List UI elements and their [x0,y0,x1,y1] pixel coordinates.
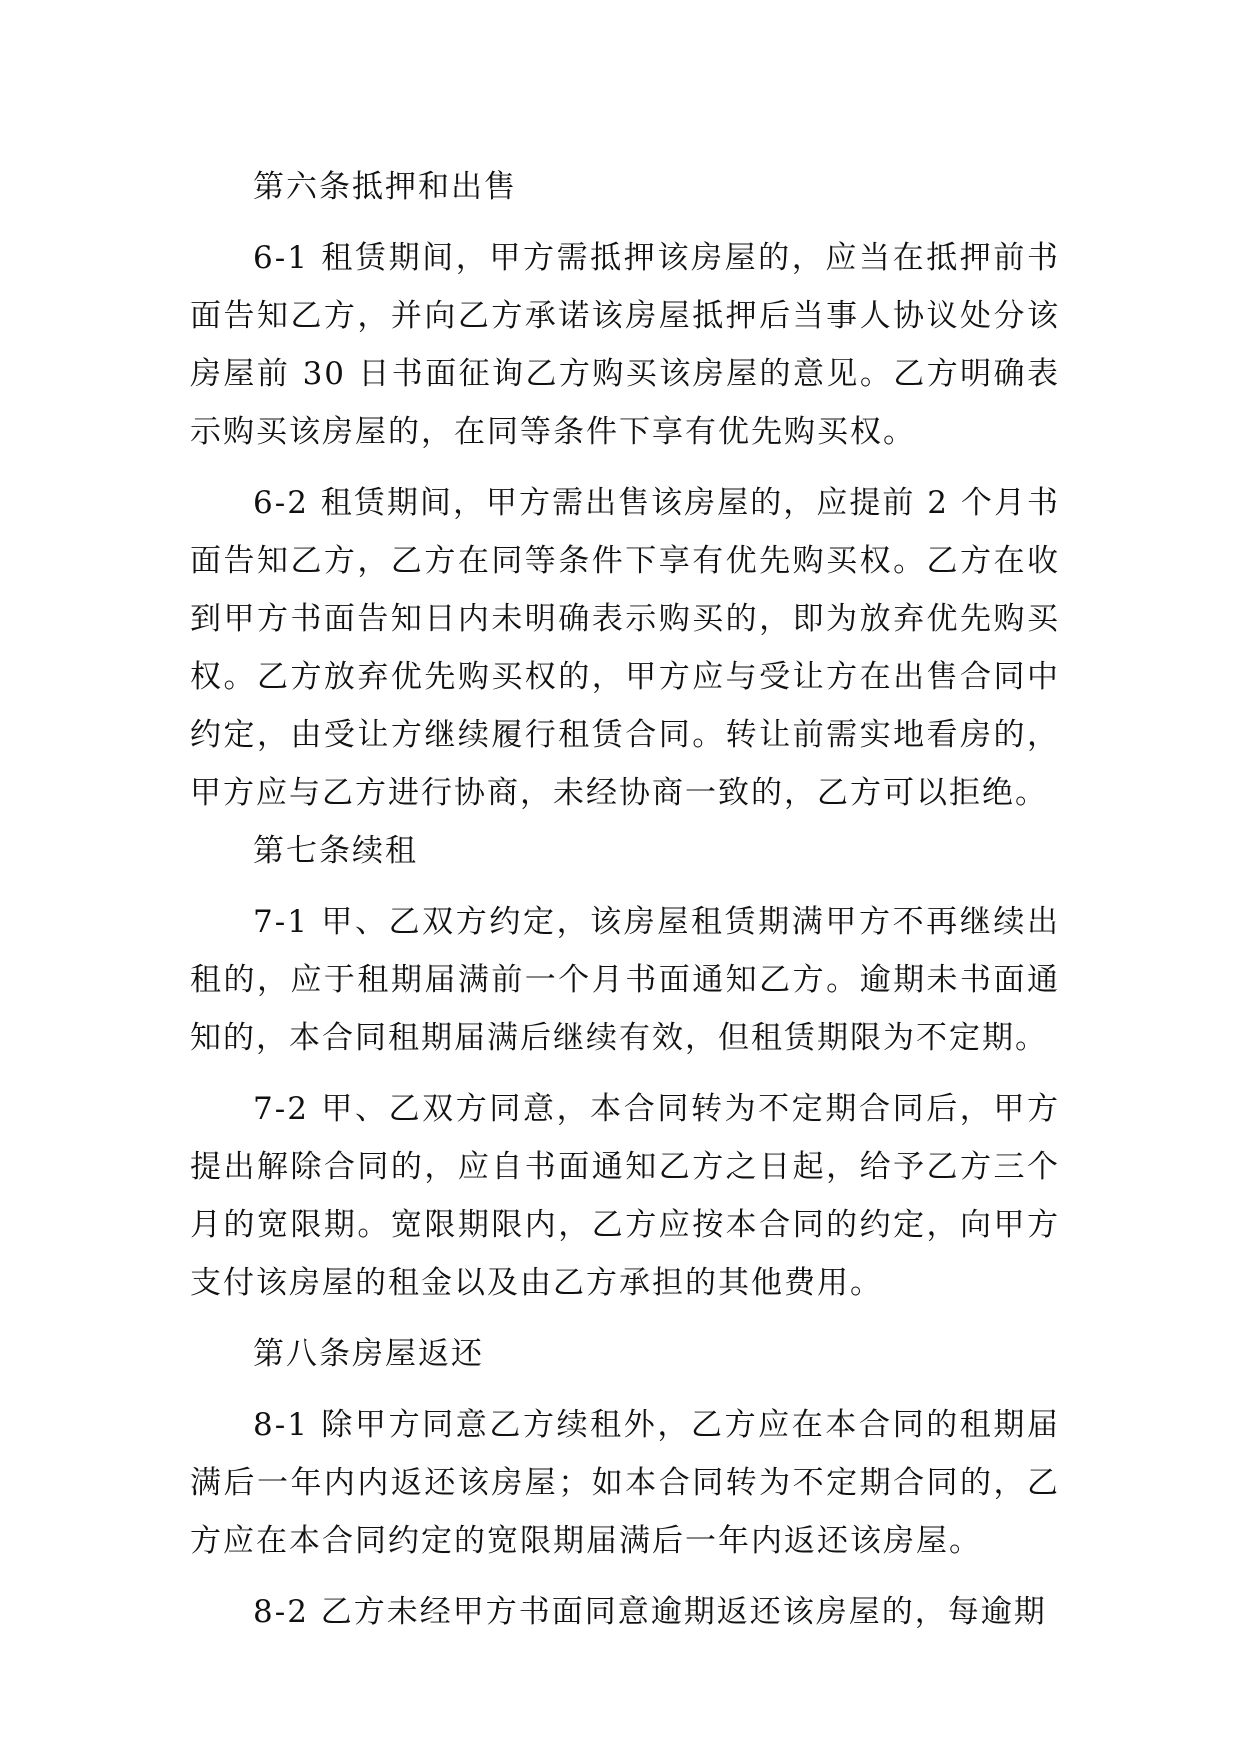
article-8-heading: 第八条房屋返还 [253,1336,484,1372]
clause-7-2: 7-2 甲、乙双方同意，本合同转为不定期合同后，甲方提出解除合同的，应自书面通知乙方之日起，给予乙方三个月的宽限期。宽限期限内，乙方应按本合同的约定，向甲方支付该房屋的租金以及由乙方承担的其他费用。 [190,1091,1060,1301]
clause-8-2: 8-2 乙方未经甲方书面同意逾期返还该房屋的，每逾期 [253,1594,1047,1630]
clause-6-1: 6-1 租赁期间，甲方需抵押该房屋的，应当在抵押前书面告知乙方，并向乙方承诺该房屋抵押后当事人协议处分该房屋前 30 日书面征询乙方购买该房屋的意见。乙方明确表示购买该房屋的，在同等条件下享有优先购买权。 [190,240,1060,450]
clause-6-2: 6-2 租赁期间，甲方需出售该房屋的，应提前 2 个月书面告知乙方，乙方在同等条件下享有优先购买权。乙方在收到甲方书面告知日内未明确表示购买的，即为放弃优先购买权。乙方放弃优先购买权的，甲方应与受让方在出售合同中约定，由受让方继续履行租赁合同。转让前需实地看房的，甲方应与乙方进行协商，未经协商一致的，乙方可以拒绝。 [190,485,1060,811]
clause-7-1: 7-1 甲、乙双方约定，该房屋租赁期满甲方不再继续出租的，应于租期届满前一个月书面通知乙方。逾期未书面通知的，本合同租期届满后继续有效，但租赁期限为不定期。 [190,904,1060,1056]
document-body [190,158,1060,1641]
article-6-heading: 第六条抵押和出售 [253,169,517,205]
article-7-heading: 第七条续租 [253,833,418,869]
clause-8-1: 8-1 除甲方同意乙方续租外，乙方应在本合同的租期届满后一年内内返还该房屋；如本合同转为不定期合同的，乙方应在本合同约定的宽限期届满后一年内返还该房屋。 [190,1407,1060,1559]
